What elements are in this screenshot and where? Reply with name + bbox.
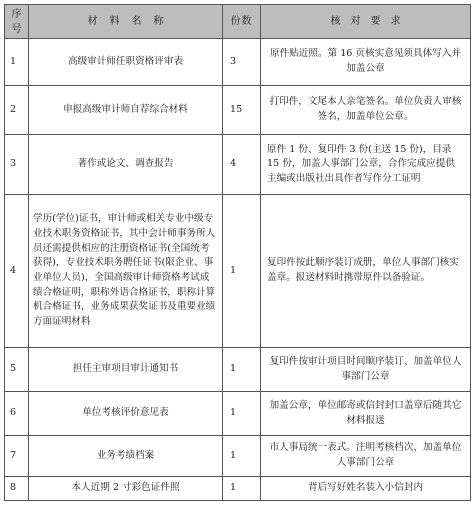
row-copies: 1 (223, 348, 261, 392)
row-no: 6 (5, 392, 29, 436)
row-copies: 1 (223, 195, 261, 348)
row-no: 5 (5, 348, 29, 392)
row-copies: 1 (223, 477, 261, 501)
materials-table (4, 4, 471, 501)
row-requirement: 打印件，文尾本人亲笔签名。单位负责人审核签名，加盖单位公章。 (261, 86, 471, 135)
table-header-row (5, 5, 471, 39)
row-copies: 1 (223, 392, 261, 436)
materials-checklist (4, 4, 470, 501)
row-material: 单位考核评价意见表 (29, 392, 223, 436)
row-no: 4 (5, 195, 29, 348)
row-copies: 1 (223, 436, 261, 477)
table-row (5, 86, 471, 135)
table-row (5, 195, 471, 348)
table-row (5, 135, 471, 195)
row-copies: 4 (223, 135, 261, 195)
row-requirement: 背后写好姓名装入小信封内 (261, 477, 471, 501)
row-copies: 15 (223, 86, 261, 135)
header-no: 序号 (5, 5, 29, 39)
row-requirement: 加盖公章，单位邮寄或信封封口盖章后随其它材料报送 (261, 392, 471, 436)
row-copies: 3 (223, 39, 261, 86)
row-no: 1 (5, 39, 29, 86)
header-copies: 份数 (223, 5, 261, 39)
row-requirement: 原件 1 份、复印件 3 份(主送 15 份)，目录 15 份，加盖人事部门公章，合作完成应提供主编或出版社出具作者写作分工证明 (261, 135, 471, 195)
table-row (5, 348, 471, 392)
table-row (5, 477, 471, 501)
row-material: 申报高级审计师自荐综合材料 (29, 86, 223, 135)
table-row (5, 436, 471, 477)
row-material: 担任主审项目审计通知书 (29, 348, 223, 392)
table-row (5, 392, 471, 436)
row-no: 8 (5, 477, 29, 501)
header-material: 材料名称 (29, 5, 223, 39)
row-material: 本人近期 2 寸彩色证件照 (29, 477, 223, 501)
row-requirement: 原件贴近照。第 16 页核实意见须具体写入并加盖公章 (261, 39, 471, 86)
row-no: 7 (5, 436, 29, 477)
row-no: 2 (5, 86, 29, 135)
row-material: 著作或论文、调查报告 (29, 135, 223, 195)
row-material: 业务考绩档案 (29, 436, 223, 477)
row-requirement: 市人事局统一表式。注明考核档次，加盖单位人事部门公章 (261, 436, 471, 477)
row-no: 3 (5, 135, 29, 195)
row-requirement: 复印件按此顺序装订成册，单位人事部门核实盖章。报送材料时携带原件以备验证。 (261, 195, 471, 348)
row-material: 高级审计师任职资格评审表 (29, 39, 223, 86)
header-requirement: 核对要求 (261, 5, 471, 39)
row-material: 学历(学位)证书，审计师或相关专业中级专业技术职务资格证书，其中会计师事务所人员还需提供相应的注册资格证书(全国统考获得)，专业技术职务聘任证书(限企业、事业单位人员)，全国高级审计师资格考试成绩合格证明，职称外语合格证书，职称计算机合格证书，业务成果获奖证书及重要业绩方面证明材料 (29, 195, 223, 348)
row-requirement: 复印件按审计项目时间顺序装订、加盖单位人事部门公章 (261, 348, 471, 392)
table-row (5, 39, 471, 86)
